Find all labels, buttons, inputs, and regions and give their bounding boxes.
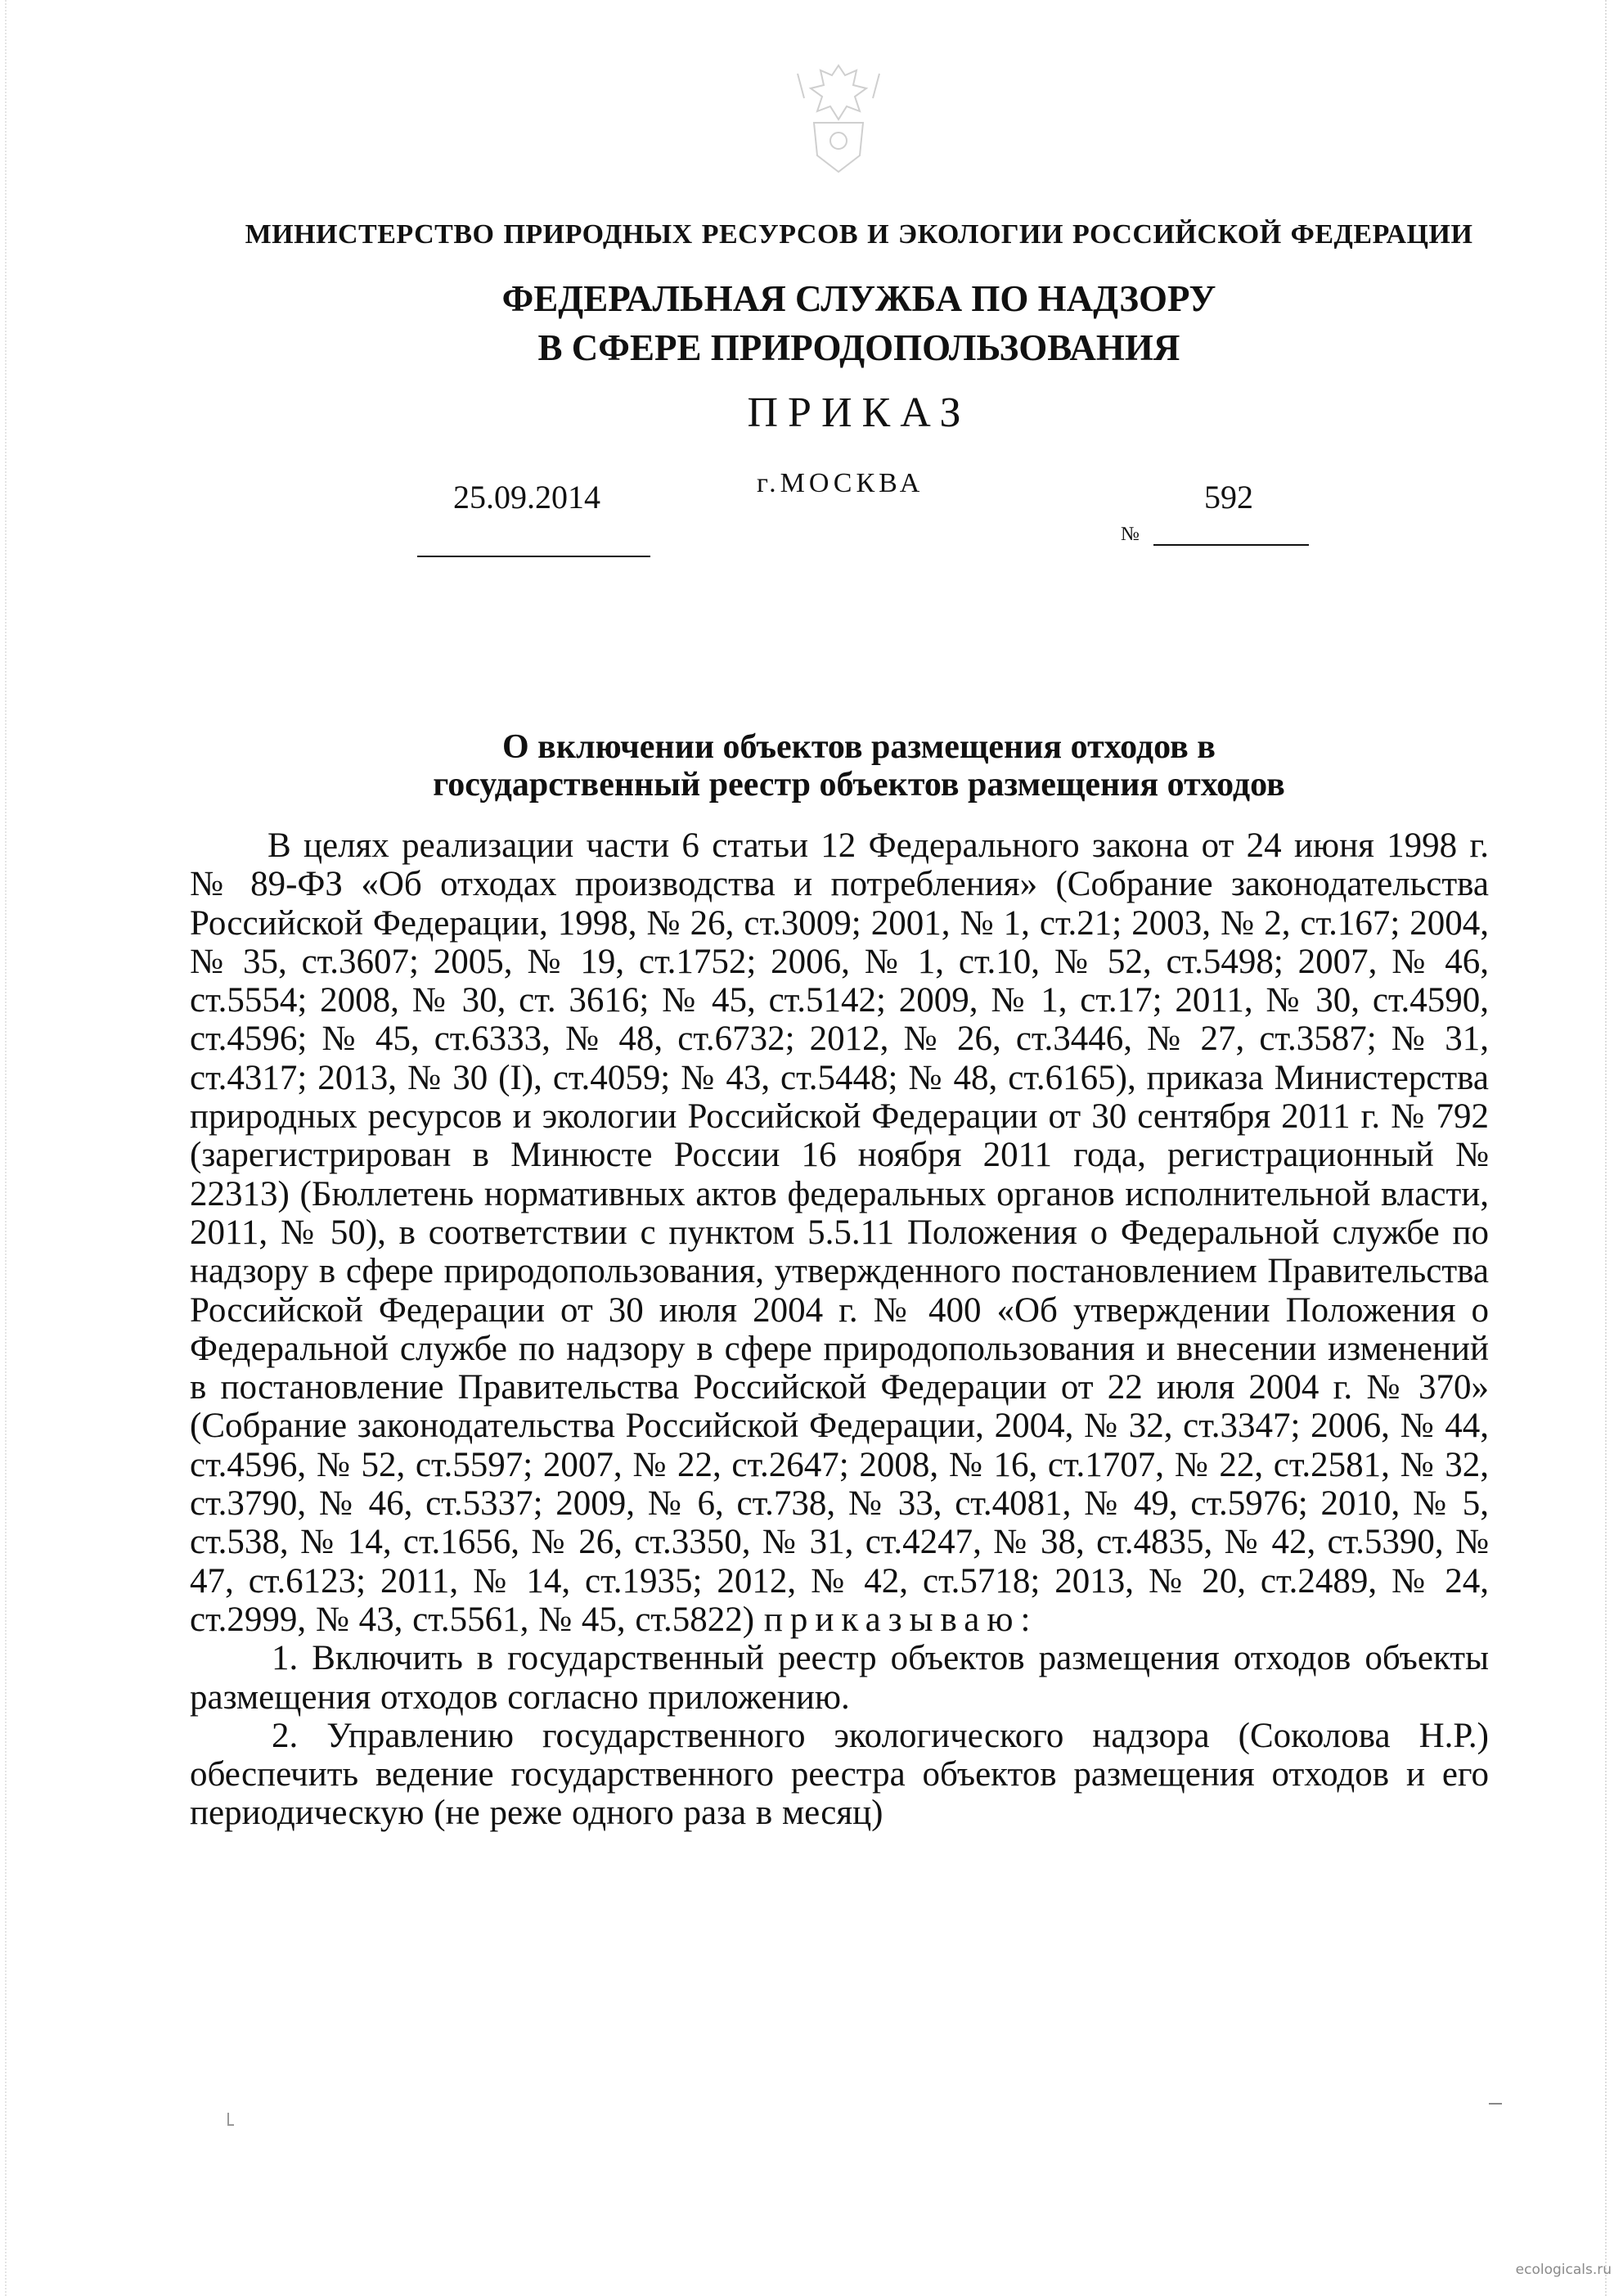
- date-underline: [417, 556, 650, 557]
- scan-mark: [227, 2113, 234, 2126]
- number-sign: №: [1121, 524, 1140, 545]
- document-body: [190, 826, 1489, 1833]
- order-number: 592: [1204, 479, 1253, 515]
- order-city: г.МОСКВА: [757, 468, 924, 498]
- document-title-line-1: О включении объектов размещения отходов в: [502, 728, 1216, 766]
- preamble-text: В целях реализации части 6 статьи 12 Федерального закона от 24 июня 1998 г. № 89-ФЗ «Об отходах производства и потребления» (Собрание законодательства Российской Федерации, 1998, № 26, ст.3009; 2001, № 1, ст.21; 2003, № 2, ст.167; 2004, № 35, ст.3607; 2005, № 19, ст.1752; 2006, № 1, ст.10, № 52, ст.5498; 2007, № 46, ст.5554; 2008, № 30, ст. 3616; № 45, ст.5142; 2009, № 1, ст.17; 2011, № 30, ст.4590, ст.4596; № 45, ст.6333, № 48, ст.6732; 2012, № 26, ст.3446, № 27, ст.3587; № 31, ст.4317; 2013, № 30 (I), ст.4059; № 43, ст.5448; № 48, ст.6165), приказа Министерства природных ресурсов и экологии Российской Федерации от 30 сентября 2011 г. № 792 (зарегистрирован в Минюсте России 16 ноября 2011 года, регистрационный № 22313) (Бюллетень нормативных актов федеральных органов исполнительной власти, 2011, № 50), в соответствии с пунктом 5.5.11 Положения о Федеральной службе по надзору в сфере природопользования, утвержденного постановлением Правительства Российской Федерации от 30 июля 2004 г. № 400 «Об утверждении Положения о Федеральной службе по надзору в сфере природопользования и внесении изменений в постановление Правительства Российской Федерации от 22 июля 2004 г. № 370» (Собрание законодательства Российской Федерации, 2004, № 32, ст.3347; 2006, № 44, ст.4596, № 52, ст.5597; 2007, № 22, ст.2647; 2008, № 16, ст.1707, № 22, ст.2581, № 32, ст.3790, № 46, ст.5337; 2009, № 6, ст.738, № 33, ст.4081, № 49, ст.5976; 2010, № 5, ст.538, № 14, ст.1656, № 26, ст.3350, № 31, ст.4247, № 38, ст.4835, № 42, ст.5390, № 47, ст.6123; 2011, № 14, ст.1935; 2012, № 42, ст.5718; 2013, № 20, ст.2489, № 24, ст.2999, № 43, ст.5561, № 45, ст.5822): [190, 826, 1489, 1639]
- site-watermark: ecologicals.ru: [1515, 2262, 1612, 2278]
- item-2-paragraph: 2. Управлению государственного экологического надзора (Соколова Н.Р.) обеспечить ведение государственного реестра объектов размещения отходов и его периодическую (не реже одного раза в месяц): [190, 1716, 1489, 1833]
- number-underline: [1153, 544, 1309, 546]
- document-type: ПРИКАЗ: [747, 389, 971, 436]
- preamble-paragraph: [190, 826, 1489, 1639]
- coat-of-arms-icon: [781, 49, 896, 180]
- order-date: 25.09.2014: [453, 479, 600, 515]
- document-title: [0, 728, 1623, 804]
- ministry-name: МИНИСТЕРСТВО ПРИРОДНЫХ РЕСУРСОВ И ЭКОЛОГИИ РОССИЙСКОЙ ФЕДЕРАЦИИ: [245, 219, 1473, 250]
- document-title-line-2: государственный реестр объектов размещения отходов: [433, 766, 1285, 804]
- service-name-line-1: ФЕДЕРАЛЬНАЯ СЛУЖБА ПО НАДЗОРУ: [501, 278, 1216, 319]
- item-1-paragraph: 1. Включить в государственный реестр объектов размещения отходов объекты размещения отходов согласно приложению.: [190, 1639, 1489, 1717]
- scan-dash: [1489, 2103, 1502, 2105]
- service-name: [0, 274, 1623, 372]
- order-word: приказываю:: [763, 1600, 1038, 1639]
- service-name-line-2: В СФЕРЕ ПРИРОДОПОЛЬЗОВАНИЯ: [537, 327, 1180, 368]
